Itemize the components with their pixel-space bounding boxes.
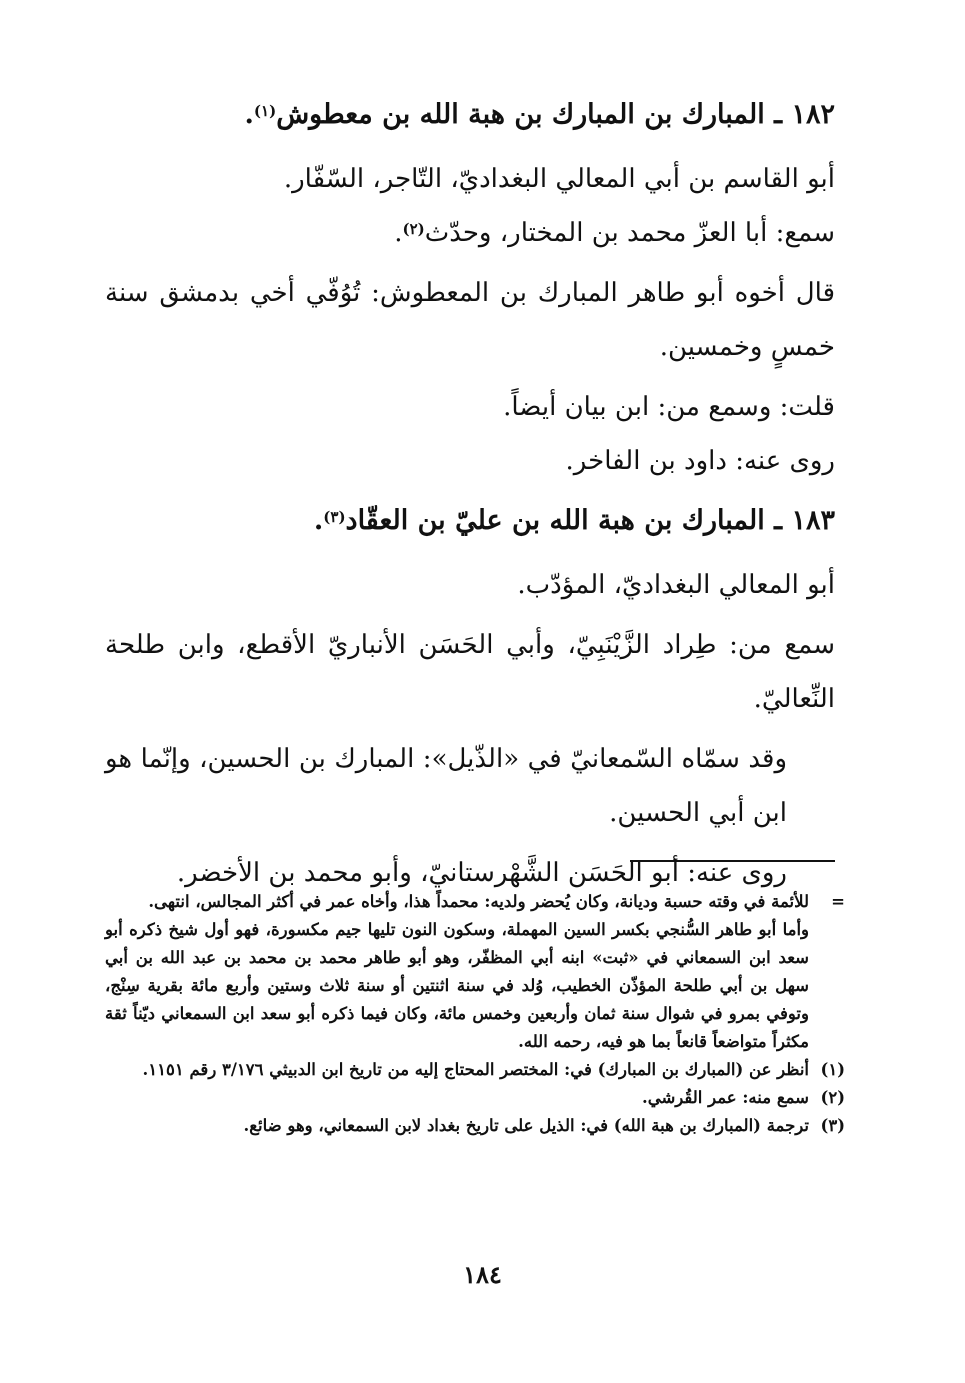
continuation-paragraph: للأئمة في وقته حسبة وديانة، وكان يُحضر ولديه: محمداً هذا، وأخاه عمر في أكثر المجالس، انتهى. bbox=[148, 892, 809, 911]
heard-end: . bbox=[394, 218, 403, 248]
footnote-ref[interactable]: (٣) bbox=[323, 508, 346, 526]
footnote-2 bbox=[105, 1084, 845, 1112]
entry-title-183 bbox=[105, 494, 835, 548]
entry-narrators: روى عنه: داود بن الفاخر. bbox=[565, 446, 835, 476]
entry-kunya: أبو المعالي البغداديّ، المؤدّب. bbox=[517, 570, 835, 600]
footnote-separator bbox=[630, 860, 835, 862]
entry-heard: سمع من: طِراد الزَّيْنَبِيّ، وأبي الحَسَن الأنباريّ الأقطع، وابن طلحة النِّعاليّ. bbox=[105, 630, 835, 714]
entry-title-182 bbox=[105, 88, 835, 142]
entry-narrators: روى عنه: أبو الحَسَن الشَّهْرستانيّ، وأبو محمد بن الأخضر. bbox=[176, 858, 787, 888]
title-end: . bbox=[244, 99, 254, 130]
footnote-mark: (١) bbox=[820, 1060, 845, 1079]
page-number: ١٨٤ bbox=[463, 1260, 502, 1289]
entry-title-text: ١٨٢ ـ المبارك بن المبارك بن هبة الله بن معطوش bbox=[276, 99, 835, 130]
footnote-ref[interactable]: (١) bbox=[253, 102, 277, 120]
footnote-mark: (٢) bbox=[820, 1088, 845, 1107]
footnote-text: سمع منه: عمر القُرشي. bbox=[641, 1088, 809, 1107]
entry-death-note: قال أخوه أبو طاهر المبارك بن المعطوش: تُوُفّي أخي بدمشق سنة خمسٍ وخمسين. bbox=[105, 278, 835, 362]
footnote-continuation bbox=[105, 888, 845, 1056]
footnote-text: ترجمة (المبارك بن هبة الله) في: الذيل على تاريخ بغداد لابن السمعاني، وهو ضائع. bbox=[243, 1116, 809, 1135]
entry-heard-text: سمع: أبا العزّ محمد بن المختار، وحدّث bbox=[424, 218, 835, 248]
continuation-mark: = bbox=[831, 892, 845, 911]
title-end: . bbox=[313, 505, 324, 536]
main-text bbox=[105, 88, 835, 900]
footnote-mark: (٣) bbox=[820, 1116, 845, 1135]
entry-title-text: ١٨٣ ـ المبارك بن هبة الله بن عليّ بن العقّاد bbox=[345, 505, 835, 536]
entry-qultu: قلت: وسمع من: ابن بيان أيضاً. bbox=[503, 392, 835, 422]
entry-heard bbox=[105, 206, 835, 260]
footnote-1 bbox=[105, 1056, 845, 1084]
entry-samani-note: وقد سمّاه السّمعانيّ في «الذّيل»: المبارك بن الحسين، وإنّما هو ابن أبي الحسين. bbox=[105, 744, 787, 828]
footnote-3 bbox=[105, 1112, 845, 1140]
footnote-text: أنظر عن (المبارك بن المبارك) في: المختصر المحتاج إليه من تاريخ ابن الدبيثي ٣/١٧٦ رقم ١١٥١. bbox=[142, 1060, 809, 1079]
footnote-ref[interactable]: (٢) bbox=[402, 220, 425, 238]
continuation-body bbox=[105, 888, 809, 1056]
footnotes bbox=[105, 888, 845, 1140]
continuation-paragraph: وأما أبو طاهر السُّنجي بكسر السين المهملة، وسكون النون تليها جيم مكسورة، فهو أول شيخ ذكره أبو سعد ابن السمعاني في «ثبت» ابنه أبي المظفّر، وهو أبو طاهر محمد بن محمد بن عبد الله بن أبي سهل بن أبي طلحة المؤذّن الخطيب، وُلد في سنة اثنتين أو سنة ثلاث وستين وأربع مائة بقرية سِنْج، وتوفي بمرو في شوال سنة ثمان وأربعين وخمس مائة، وكان فيما ذكره أبو سعد ابن السمعاني ديّناً ثقة مكثراً متواضعاً قانعاً بما هو فيه، رحمه الله. bbox=[105, 920, 809, 1051]
entry-kunya: أبو القاسم بن أبي المعالي البغداديّ، التّاجر، السّفّار. bbox=[283, 164, 835, 194]
